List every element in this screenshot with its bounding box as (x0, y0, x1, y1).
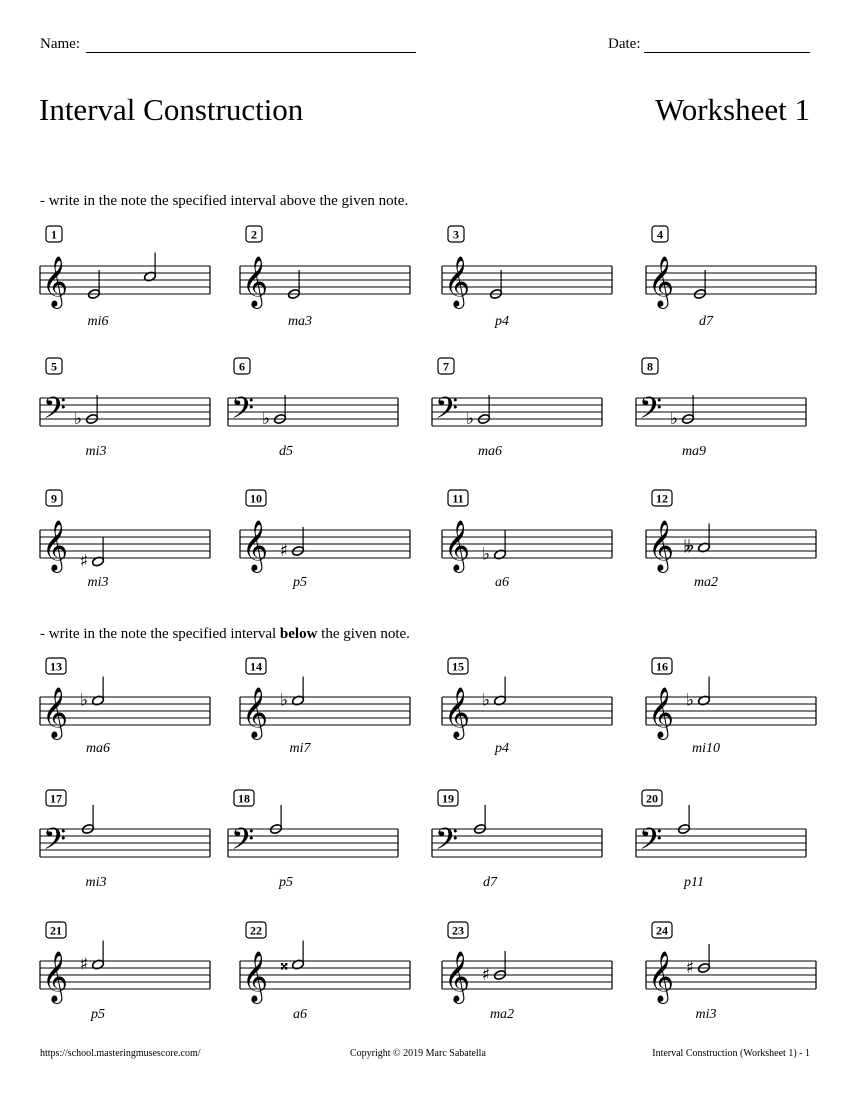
exercise-16 (646, 658, 816, 756)
instruction-below-emphasis: below (279, 626, 318, 642)
interval-label: mi6 (87, 314, 109, 329)
interval-label: mi3 (87, 575, 109, 590)
treble-clef-icon: 𝄞 (648, 951, 675, 1002)
exercise-12 (646, 490, 816, 590)
exercise-number: 14 (250, 659, 262, 674)
interval-label: d5 (279, 444, 293, 459)
exercise-14 (240, 658, 410, 756)
bass-clef-icon: 𝄢 (231, 392, 255, 433)
date-label: Date: (608, 36, 641, 52)
exercise-10 (240, 490, 410, 590)
treble-clef-icon: 𝄞 (42, 951, 69, 1002)
bass-clef-icon: 𝄢 (435, 823, 459, 864)
interval-label: d7 (699, 314, 713, 329)
accidental-icon: 𝄫 (683, 537, 694, 558)
name-label: Name: (40, 36, 80, 52)
treble-clef-icon: 𝄞 (444, 256, 471, 307)
exercise-23 (442, 922, 612, 1022)
exercise-number: 15 (452, 659, 464, 674)
treble-clef-icon: 𝄞 (42, 520, 69, 571)
exercise-number: 2 (251, 227, 257, 242)
accidental-icon: ♭ (261, 409, 270, 429)
worksheet-label: Worksheet 1 (654, 92, 810, 127)
interval-label: mi3 (85, 444, 107, 459)
accidental-icon: ♭ (465, 409, 474, 429)
exercise-number: 19 (442, 791, 454, 806)
exercise-19 (432, 790, 602, 890)
bass-clef-icon: 𝄢 (43, 823, 67, 864)
exercise-number: 21 (50, 923, 62, 938)
interval-label: a6 (293, 1007, 307, 1022)
interval-label: mi10 (692, 741, 720, 756)
exercise-6 (228, 358, 398, 459)
treble-clef-icon: 𝄞 (42, 687, 69, 738)
accidental-icon: ♭ (79, 690, 88, 711)
accidental-icon: ♯ (481, 965, 490, 985)
interval-label: ma2 (693, 575, 719, 590)
accidental-icon: ♭ (73, 409, 82, 429)
exercise-number: 20 (646, 791, 658, 806)
accidental-icon: ♭ (481, 690, 490, 711)
exercise-9 (40, 490, 210, 590)
exercise-number: 4 (657, 227, 663, 242)
treble-clef-icon: 𝄞 (648, 687, 675, 738)
interval-label: mi7 (289, 741, 311, 756)
exercise-number: 1 (51, 227, 57, 242)
footer-url: https://school.masteringmusescore.com/ (40, 1048, 201, 1059)
footer-page-label: Interval Construction (Worksheet 1) - 1 (652, 1048, 810, 1059)
exercise-21 (40, 922, 210, 1022)
exercise-number: 11 (452, 491, 464, 506)
interval-label: mi3 (695, 1007, 717, 1022)
accidental-icon: ♭ (685, 690, 694, 711)
treble-clef-icon: 𝄞 (242, 520, 269, 571)
exercise-8 (636, 358, 806, 459)
exercise-15 (442, 658, 612, 756)
instruction-above-text: - write in the note the specified interval above the given note. (40, 193, 409, 209)
accidental-icon: ♭ (481, 544, 490, 565)
exercise-17 (40, 790, 210, 890)
exercise-number: 13 (50, 659, 62, 674)
interval-label: mi3 (85, 875, 107, 890)
interval-label: ma9 (681, 444, 707, 459)
exercise-number: 8 (647, 359, 653, 374)
treble-clef-icon: 𝄞 (242, 687, 269, 738)
treble-clef-icon: 𝄞 (242, 256, 269, 307)
instruction-below-pre: - write in the note the specified interval (40, 626, 280, 642)
treble-clef-icon: 𝄞 (444, 951, 471, 1002)
exercise-number: 5 (51, 359, 57, 374)
exercise-22 (240, 922, 410, 1022)
accidental-icon: ♭ (279, 690, 288, 711)
interval-label: p5 (91, 1007, 105, 1022)
exercise-number: 17 (50, 791, 62, 806)
treble-clef-icon: 𝄞 (444, 520, 471, 571)
bass-clef-icon: 𝄢 (435, 392, 459, 433)
interval-label: ma6 (477, 444, 503, 459)
exercise-5 (40, 358, 210, 459)
exercise-7 (432, 358, 602, 459)
interval-label: p11 (684, 875, 704, 890)
interval-label: a6 (495, 575, 509, 590)
exercise-number: 23 (452, 923, 464, 938)
accidental-icon: 𝄪 (280, 954, 288, 975)
exercise-number: 10 (250, 491, 262, 506)
interval-label: p5 (293, 575, 307, 590)
exercise-number: 3 (453, 227, 459, 242)
treble-clef-icon: 𝄞 (242, 951, 269, 1002)
bass-clef-icon: 𝄢 (43, 392, 67, 433)
exercise-number: 12 (656, 491, 668, 506)
exercise-number: 24 (656, 923, 668, 938)
exercise-number: 16 (656, 659, 668, 674)
exercise-number: 22 (250, 923, 262, 938)
interval-label: p4 (495, 314, 509, 329)
treble-clef-icon: 𝄞 (648, 520, 675, 571)
interval-label: d7 (483, 875, 497, 890)
interval-label: p4 (495, 741, 509, 756)
exercise-18 (228, 790, 398, 890)
interval-label: ma2 (489, 1007, 515, 1022)
treble-clef-icon: 𝄞 (42, 256, 69, 307)
bass-clef-icon: 𝄢 (639, 392, 663, 433)
interval-label: ma6 (85, 741, 111, 756)
exercise-number: 7 (443, 359, 449, 374)
exercise-13 (40, 658, 210, 756)
interval-label: ma3 (287, 314, 313, 329)
accidental-icon: ♯ (79, 551, 88, 572)
exercise-11 (442, 490, 612, 590)
bass-clef-icon: 𝄢 (639, 823, 663, 864)
bass-clef-icon: 𝄢 (231, 823, 255, 864)
exercise-number: 6 (239, 359, 245, 374)
exercise-number: 9 (51, 491, 57, 506)
exercise-2 (240, 226, 410, 329)
footer-copyright: Copyright © 2019 Marc Sabatella (350, 1048, 486, 1059)
exercise-4 (646, 226, 816, 329)
accidental-icon: ♯ (279, 541, 288, 561)
interval-label: p5 (279, 875, 293, 890)
exercise-20 (636, 790, 806, 890)
accidental-icon: ♯ (685, 958, 694, 978)
accidental-icon: ♭ (669, 409, 678, 429)
accidental-icon: ♯ (79, 954, 88, 975)
treble-clef-icon: 𝄞 (444, 687, 471, 738)
page-title: Interval Construction (39, 92, 304, 127)
exercise-number: 18 (238, 791, 250, 806)
instruction-below-post: the given note. (317, 626, 410, 642)
exercise-3 (442, 226, 612, 329)
exercise-1 (40, 226, 210, 329)
treble-clef-icon: 𝄞 (648, 256, 675, 307)
exercise-24 (646, 922, 816, 1022)
